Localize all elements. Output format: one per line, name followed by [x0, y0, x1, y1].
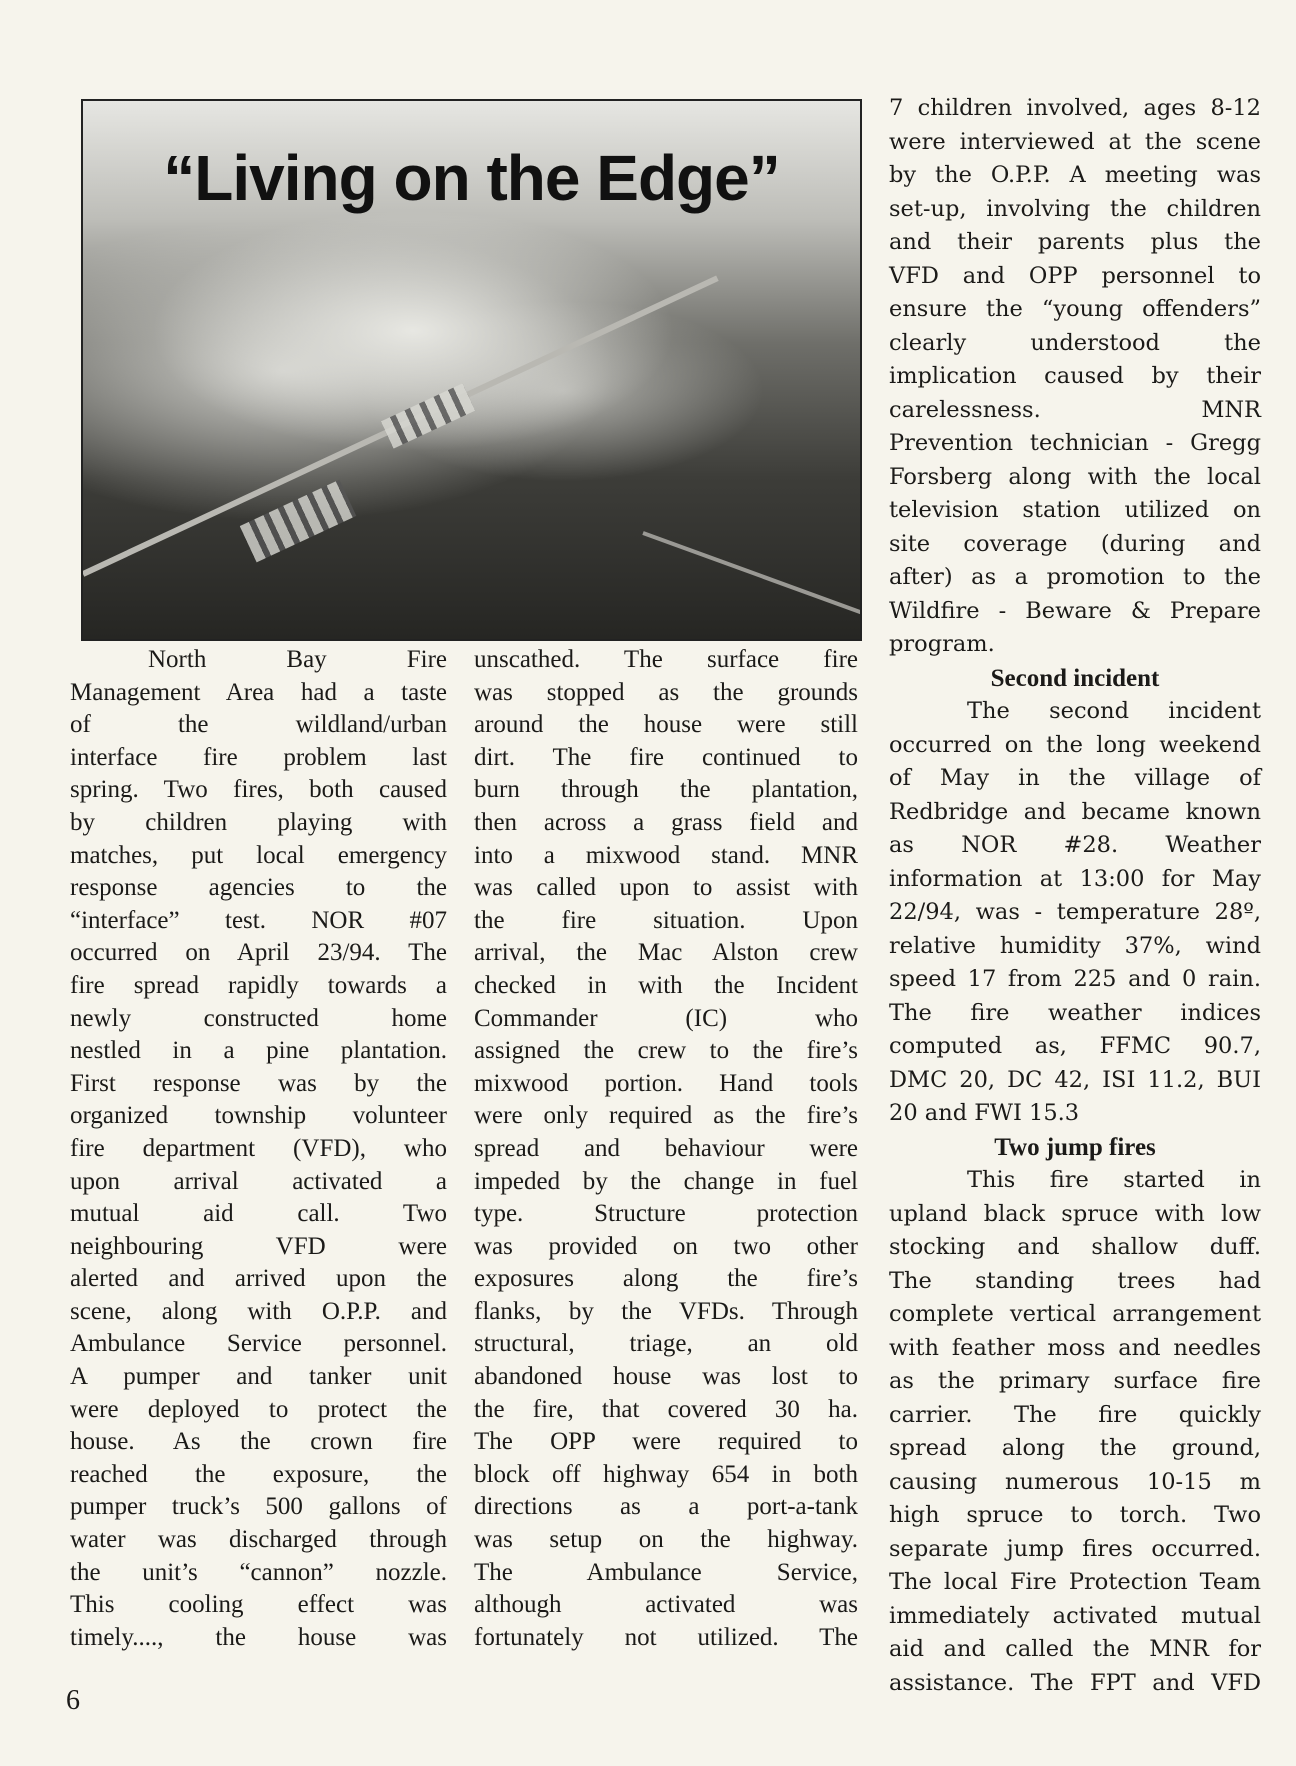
text-line: First response was by the	[70, 1069, 447, 1097]
text-line: pumper truck’s 500 gallons of	[70, 1493, 447, 1521]
text-line: spread along the ground,	[889, 1435, 1261, 1461]
text-line: Prevention technician - Gregg	[889, 430, 1261, 456]
text-line: 22/94, was - temperature 28º,	[889, 899, 1261, 925]
text-line: as NOR #28. Weather	[889, 832, 1261, 858]
text-line: of May in the village of	[889, 765, 1261, 791]
text-line: Redbridge and became known	[889, 798, 1261, 825]
text-line: response agencies to the	[70, 874, 447, 902]
text-line: matches, put local emergency	[70, 841, 447, 869]
text-line: The local Fire Protection Team	[889, 1569, 1261, 1595]
text-line: then across a grass field and	[474, 808, 858, 836]
side-road	[642, 531, 862, 617]
text-line: scene, along with O.P.P. and	[70, 1297, 447, 1325]
text-line: fortunately not utilized. The	[474, 1623, 858, 1651]
text-line: was setup on the highway.	[474, 1526, 858, 1554]
text-line: impeded by the change in fuel	[474, 1167, 858, 1195]
text-line: occurred on April 23/94. The	[70, 939, 447, 967]
text-line: the fire, that covered 30 ha.	[474, 1395, 858, 1423]
text-line: interface fire problem last	[70, 743, 447, 771]
text-line: block off highway 654 in both	[474, 1460, 858, 1488]
text-line: reached the exposure, the	[70, 1460, 447, 1488]
text-line: as the primary surface fire	[889, 1368, 1261, 1394]
text-line: DMC 20, DC 42, ISI 11.2, BUI	[889, 1066, 1261, 1093]
text-line: fire department (VFD), who	[70, 1134, 447, 1162]
text-line: by children playing with	[70, 808, 447, 836]
text-line: relative humidity 37%, wind	[889, 932, 1261, 959]
text-line: although activated was	[474, 1591, 858, 1619]
text-line: separate jump fires occurred.	[889, 1535, 1261, 1562]
text-line: program.	[889, 631, 995, 657]
column-1	[70, 644, 447, 1654]
text-line: set-up, involving the children	[889, 195, 1261, 222]
text-line: 7 children involved, ages 8-12	[889, 95, 1261, 121]
text-line: of the wildland/urban	[70, 711, 447, 739]
text-line: Forsberg along with the local	[889, 463, 1261, 490]
text-line: newly constructed home	[70, 1004, 447, 1032]
buildings	[381, 383, 475, 448]
text-line: complete vertical arrangement	[889, 1301, 1261, 1327]
text-line: timely...., the house was	[70, 1623, 447, 1651]
text-line: Commander (IC) who	[474, 1004, 858, 1032]
text-line: television station utilized on	[889, 497, 1261, 523]
text-line: The fire weather indices	[889, 999, 1261, 1026]
article-photo	[81, 99, 862, 641]
text-line: Ambulance Service personnel.	[70, 1330, 447, 1358]
text-line: carelessness. MNR	[889, 396, 1261, 423]
text-line: fire spread rapidly towards a	[70, 971, 447, 999]
text-line: arrival, the Mac Alston crew	[474, 939, 858, 967]
text-line: mixwood portion. Hand tools	[474, 1069, 858, 1097]
text-line: clearly understood the	[889, 329, 1261, 356]
text-line: site coverage (during and	[889, 530, 1261, 557]
text-line: immediately activated mutual	[889, 1602, 1261, 1629]
text-line: This cooling effect was	[70, 1591, 447, 1619]
text-line: spread and behaviour were	[474, 1134, 858, 1162]
column-3	[889, 92, 1261, 1700]
text-line: The OPP were required to	[474, 1428, 858, 1456]
text-line: was provided on two other	[474, 1232, 858, 1260]
column-2	[474, 644, 858, 1654]
text-line: structural, triage, an old	[474, 1330, 858, 1358]
text-line: and their parents plus the	[889, 229, 1261, 255]
text-line: implication caused by their	[889, 363, 1261, 389]
text-line: upland black spruce with low	[889, 1200, 1261, 1227]
text-line: after) as a promotion to the	[889, 564, 1261, 590]
section-heading: Second incident	[990, 664, 1160, 692]
text-line: was called upon to assist with	[474, 874, 858, 902]
text-line: exposures along the fire’s	[474, 1265, 858, 1293]
text-line: dirt. The fire continued to	[474, 743, 858, 771]
page-number: 6	[66, 1685, 80, 1716]
text-line: assistance. The FPT and VFD	[889, 1669, 1261, 1696]
text-line: assigned the crew to the fire’s	[474, 1037, 858, 1065]
text-line: neighbouring VFD were	[70, 1232, 447, 1260]
text-line: burn through the plantation,	[474, 776, 858, 804]
text-line: were only required as the fire’s	[474, 1102, 858, 1130]
text-line: aid and called the MNR for	[889, 1636, 1261, 1662]
text-line: abandoned house was lost to	[474, 1363, 858, 1391]
text-line: organized township volunteer	[70, 1102, 447, 1130]
text-line: type. Structure protection	[474, 1200, 858, 1228]
text-line: The second incident	[967, 698, 1261, 724]
text-line: occurred on the long weekend	[889, 731, 1261, 758]
text-line: into a mixwood stand. MNR	[474, 841, 858, 869]
text-line: information at 13:00 for May	[889, 865, 1261, 892]
text-line: the fire situation. Upon	[474, 906, 858, 934]
text-line: The standing trees had	[889, 1267, 1261, 1294]
text-line: Wildfire - Beware & Prepare	[889, 597, 1261, 624]
text-line: were deployed to protect the	[70, 1395, 447, 1423]
text-line: around the house were still	[474, 711, 858, 739]
text-line: upon arrival activated a	[70, 1167, 447, 1195]
text-line: flanks, by the VFDs. Through	[474, 1297, 858, 1325]
text-line: ensure the “young offenders”	[889, 296, 1261, 322]
text-line: high spruce to torch. Two	[889, 1502, 1261, 1528]
text-line: the unit’s “cannon” nozzle.	[70, 1558, 447, 1586]
article-title: “Living on the Edge”	[163, 142, 780, 214]
text-line: was stopped as the grounds	[474, 678, 858, 706]
text-line: checked in with the Incident	[474, 971, 858, 999]
text-line: stocking and shallow duff.	[889, 1234, 1261, 1260]
text-line: alerted and arrived upon the	[70, 1265, 447, 1293]
text-line: by the O.P.P. A meeting was	[889, 162, 1261, 188]
text-line: were interviewed at the scene	[889, 128, 1261, 155]
text-line: with feather moss and needles	[889, 1334, 1261, 1361]
text-line: nestled in a pine plantation.	[70, 1037, 447, 1065]
text-line: unscathed. The surface fire	[474, 646, 858, 673]
text-line: mutual aid call. Two	[70, 1200, 447, 1228]
text-line: A pumper and tanker unit	[70, 1363, 447, 1391]
text-line: water was discharged through	[70, 1526, 447, 1554]
text-line: spring. Two fires, both caused	[70, 776, 447, 804]
text-line: The Ambulance Service,	[474, 1558, 858, 1586]
text-line: This fire started in	[967, 1167, 1261, 1193]
text-line: computed as, FFMC 90.7,	[889, 1033, 1261, 1059]
text-line: 20 and FWI 15.3	[889, 1100, 1080, 1126]
text-line: carrier. The fire quickly	[889, 1401, 1261, 1428]
text-line: Management Area had a taste	[70, 678, 447, 706]
text-line: house. As the crown fire	[70, 1428, 447, 1456]
section-heading: Two jump fires	[994, 1133, 1156, 1161]
text-line: speed 17 from 225 and 0 rain.	[889, 966, 1261, 992]
text-line: VFD and OPP personnel to	[889, 262, 1261, 289]
text-line: “interface” test. NOR #07	[70, 906, 447, 934]
text-line: causing numerous 10-15 m	[889, 1468, 1261, 1495]
text-line: directions as a port-a-tank	[474, 1493, 858, 1521]
text-line: North Bay Fire	[148, 646, 447, 673]
